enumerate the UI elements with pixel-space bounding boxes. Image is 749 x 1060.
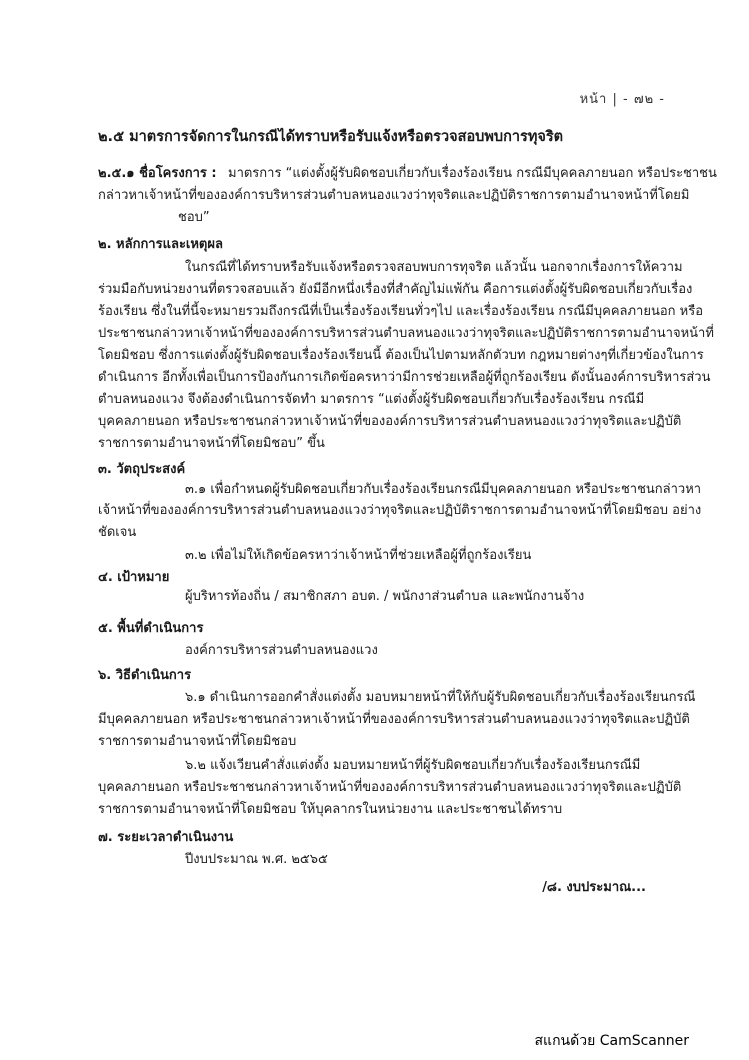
section-4-heading: ๔. เป้าหมาย <box>98 570 170 585</box>
s3-line: เจ้าหน้าที่ขององค์การบริหารส่วนตำบลหนองแวงว่าทุจริตและปฏิบัติราชการตามอำนาจหน้าที่โดยมิชอบ อย่าง <box>98 503 702 518</box>
s3-line: ๓.๑ เพื่อกำหนดผู้รับผิดชอบเกี่ยวกับเรื่องร้องเรียนกรณีมีบุคคลภายนอก หรือประชาชนกล่าวหา <box>185 482 702 497</box>
section-7-heading: ๗. ระยะเวลาดำเนินงาน <box>98 830 234 845</box>
s2-line: ประชาชนกล่าวหาเจ้าหน้าที่ขององค์การบริหารส่วนตำบลหนองแวงว่าทุจริตและปฏิบัติราชการตามอำนาจหน้าที่ <box>98 326 714 341</box>
s2-line: บุคคลภายนอก หรือประชาชนกล่าวหาเจ้าหน้าที่ขององค์การบริหารส่วนตำบลหนองแวงว่าทุจริตและปฏิบัติ <box>98 414 682 429</box>
s2-line: โดยมิชอบ ซึ่งการแต่งตั้งผู้รับผิดชอบเรื่องร้องเรียนนี้ ต้องเป็นไปตามหลักตัวบท กฎหมายต่างๆที่เกี่ยวข้องในการ <box>98 348 704 363</box>
project-line: กล่าวหาเจ้าหน้าที่ขององค์การบริหารส่วนตำบลหนองแวงว่าทุจริตและปฏิบัติราชการตามอำนาจหน้าที่โดยมิ <box>98 188 690 203</box>
s4-line: ผู้บริหารท้องถิ่น / สมาชิกสภา อบต. / พนักงาส่วนตำบล และพนักงานจ้าง <box>185 589 585 604</box>
s3-line: ๓.๒ เพื่อไม่ให้เกิดข้อครหาว่าเจ้าหน้าที่ช่วยเหลือผู้ที่ถูกร้องเรียน <box>185 548 532 563</box>
s2-line: ตำบลหนองแวง จึงต้องดำเนินการจัดทำ มาตรการ “แต่งตั้งผู้รับผิดชอบเกี่ยวกับเรื่องร้องเรียน กรณีมี <box>98 392 645 407</box>
s2-line: ร้องเรียน ซึ่งในที่นี้จะหมายรวมถึงกรณีที่เป็นเรื่องร้องเรียนทั่วๆไป และเรื่องร้องเรียน กรณีมีบุคคลภายนอก หรือ <box>98 304 704 319</box>
s2-line: ร่วมมือกับหน่วยงานที่ตรวจสอบแล้ว ยังมีอีกหนึ่งเรื่องที่สำคัญไม่แพ้กัน คือการแต่งตั้งผู้รับผิดชอบเกี่ยวกับเรื่อง <box>98 282 693 297</box>
section-title: ๒.๕ มาตรการจัดการในกรณีได้ทราบหรือรับแจ้งหรือตรวจสอบพบการทุจริต <box>98 129 564 145</box>
s2-line: ดำเนินการ อีกทั้งเพื่อเป็นการป้องกันการเกิดข้อครหาว่ามีการช่วยเหลือผู้ที่ถูกร้องเรียน ดังนั้นองค์การบริหารส่วน <box>98 370 711 385</box>
s6-line: ราชการตามอำนาจหน้าที่โดยมิชอบ <box>98 734 297 749</box>
section-3-heading: ๓. วัตถุประสงค์ <box>98 462 186 477</box>
s5-line: องค์การบริหารส่วนตำบลหนองแวง <box>185 643 378 658</box>
camscanner-watermark: สแกนด้วย CamScanner <box>534 1033 689 1049</box>
s3-line: ชัดเจน <box>98 525 137 540</box>
section-5-heading: ๕. พื้นที่ดำเนินการ <box>98 621 204 636</box>
page-number: หน้า | - ๗๒ - <box>579 92 665 107</box>
project-line: มาตรการ “แต่งตั้งผู้รับผิดชอบเกี่ยวกับเรื่องร้องเรียน กรณีมีบุคคลภายนอก หรือประชาชน <box>228 166 717 181</box>
project-line: ชอบ” <box>178 210 210 225</box>
s6-line: ราชการตามอำนาจหน้าที่โดยมิชอบ ให้บุคลากรในหน่วยงาน และประชาชนได้ทราบ <box>98 802 563 817</box>
project-label: ๒.๕.๑ ชื่อโครงการ : <box>98 166 217 181</box>
section-6-heading: ๖. วิธีดำเนินการ <box>98 668 192 683</box>
section-2-heading: ๒. หลักการและเหตุผล <box>98 237 223 252</box>
s7-line: ปีงบประมาณ พ.ศ. ๒๕๖๕ <box>185 852 328 867</box>
s2-line: ในกรณีที่ได้ทราบหรือรับแจ้งหรือตรวจสอบพบการทุจริต แล้วนั้น นอกจากเรื่องการให้ความ <box>185 260 683 275</box>
s6-line: ๖.๑ ดำเนินการออกคำสั่งแต่งตั้ง มอบหมายหน้าที่ให้กับผู้รับผิดชอบเกี่ยวกับเรื่องร้องเรียนกรณี <box>185 690 696 705</box>
s6-line: บุคคลภายนอก หรือประชาชนกล่าวหาเจ้าหน้าที่ขององค์การบริหารส่วนตำบลหนองแวงว่าทุจริตและปฏิบัติ <box>98 780 682 795</box>
s2-line: ราชการตามอำนาจหน้าที่โดยมิชอบ” ขึ้น <box>98 436 325 451</box>
continued-note: /๘. งบประมาณ... <box>542 880 646 895</box>
s6-line: ๖.๒ แจ้งเวียนคำสั่งแต่งตั้ง มอบหมายหน้าที่ผู้รับผิดชอบเกี่ยวกับเรื่องร้องเรียนกรณีมี <box>185 758 641 773</box>
s6-line: มีบุคคลภายนอก หรือประชาชนกล่าวหาเจ้าหน้าที่ขององค์การบริหารส่วนตำบลหนองแวงว่าทุจริตและปฏิบัติ <box>98 712 690 727</box>
